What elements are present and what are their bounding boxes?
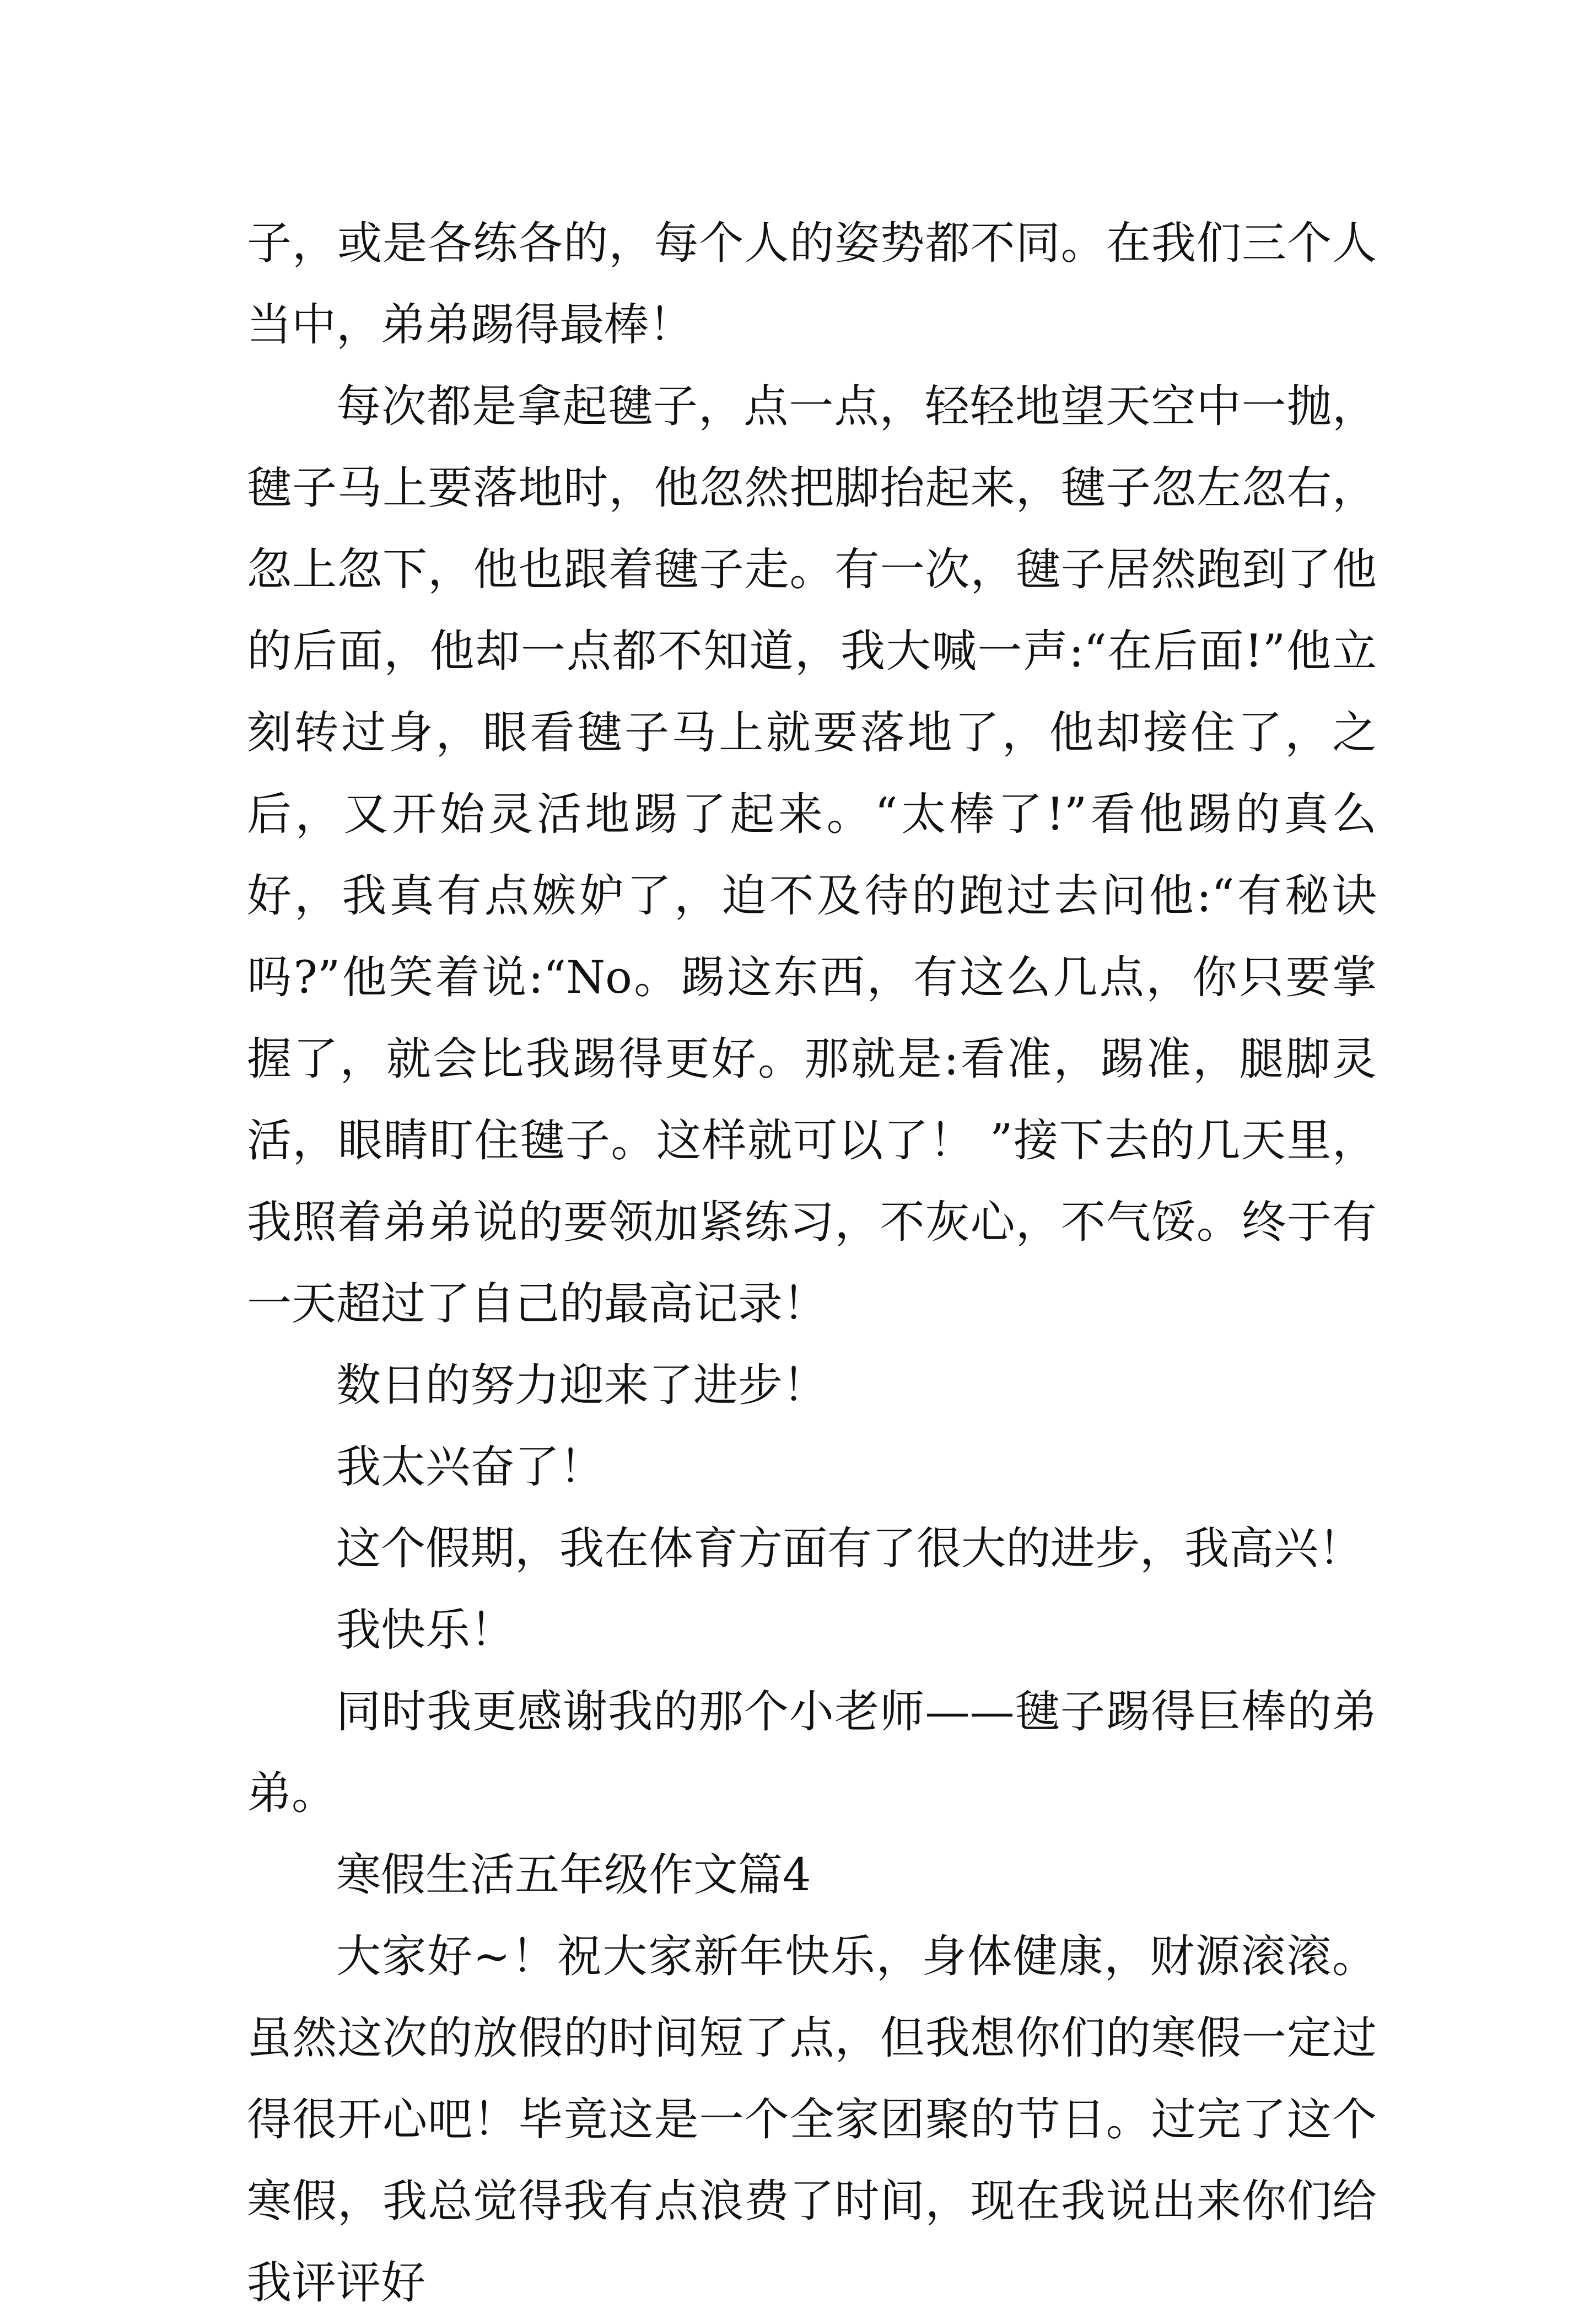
paragraph: 同时我更感谢我的那个小老师——毽子踢得巨棒的弟弟。 (247, 1686, 1377, 1820)
paragraph: 这个假期，我在体育方面有了很大的进步，我高兴！ (336, 1523, 1364, 1575)
paragraph: 子，或是各练各的，每个人的姿势都不同。在我们三个人当中，弟弟踢得最棒！ (247, 218, 1377, 351)
paragraph: 我太兴奋了！ (336, 1441, 605, 1493)
paragraph: 数日的努力迎来了进步！ (336, 1360, 828, 1412)
section-heading: 寒假生活五年级作文篇4 (336, 1849, 811, 1901)
paragraph: 我快乐！ (336, 1605, 515, 1656)
paragraph: 每次都是拿起毽子，点一点，轻轻地望天空中一抛，毽子马上要落地时，他忽然把脚抬起来，毽子忽左忽右，忽上忽下，他也跟着毽子走。有一次，毽子居然跑到了他的后面，他却一点都不知道，我大喊一声:“在后面!”他立刻转过身，眼看毽子马上就要落地了，他却接住了，之后，又开始灵活地踢了起来。“太棒了!”看他踢的真么好，我真有点嫉妒了，迫不及待的跑过去问他:“有秘诀吗?”他笑着说:“No。踢这东西，有这么几点，你只要掌握了，就会比我踢得更好。那就是:看准，踢准，腿脚灵活，眼睛盯住毽子。这样就可以了！ ”接下去的几天里，我照着弟弟说的要领加紧练习，不灰心，不气馁。终于有一天超过了自己的最高记录！ (247, 381, 1377, 1330)
paragraph: 大家好~！祝大家新年快乐，身体健康，财源滚滚。虽然这次的放假的时间短了点，但我想你们的寒假一定过得很开心吧！毕竟这是一个全家团聚的节日。过完了这个寒假，我总觉得我有点浪费了时间，现在我说出来你们给我评评好 (247, 1931, 1377, 2309)
document-body (247, 203, 1377, 2324)
